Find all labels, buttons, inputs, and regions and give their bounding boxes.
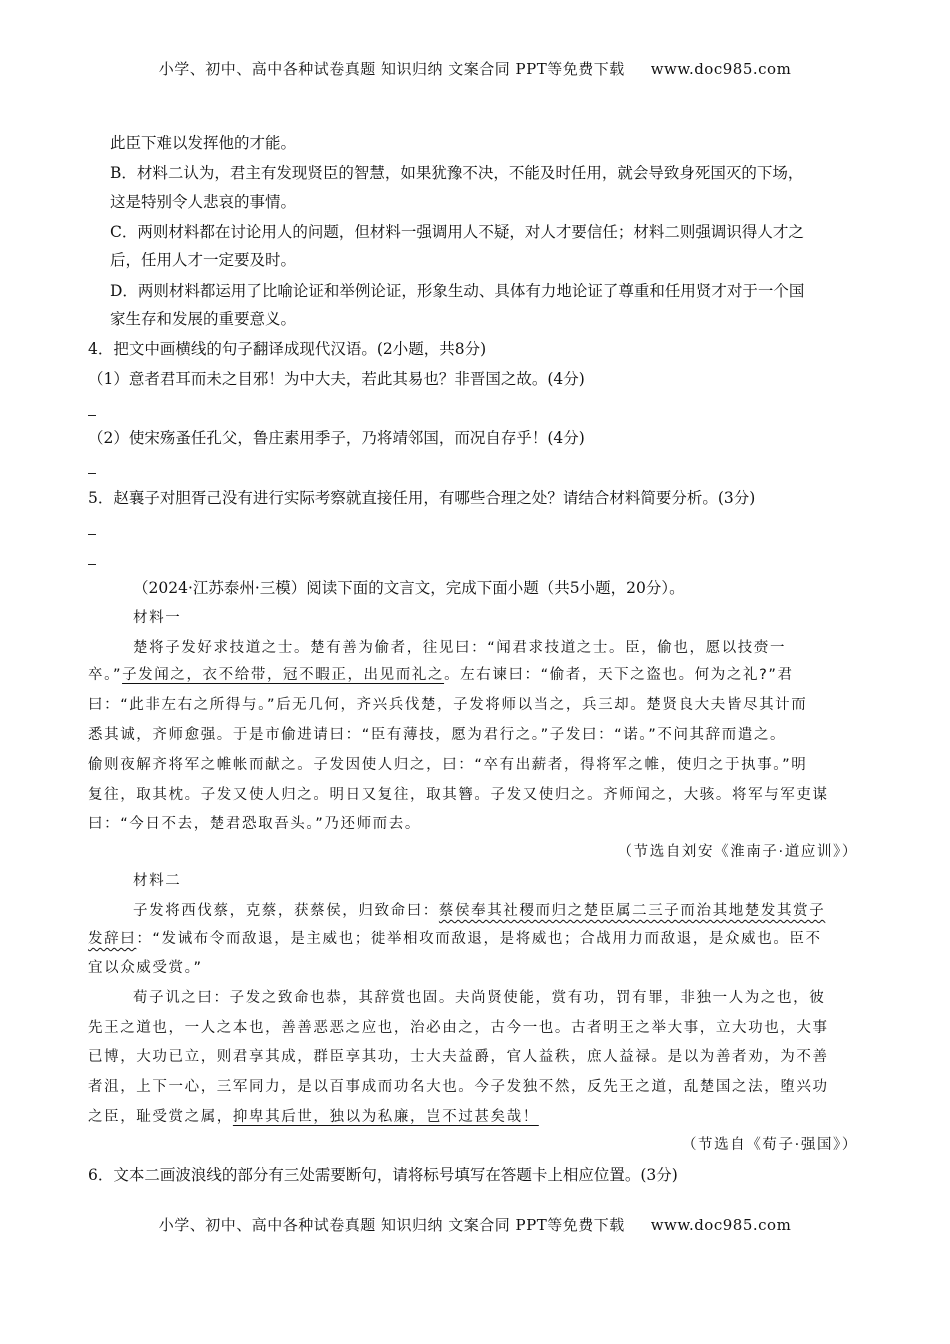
q4-sub2: （2）使宋殇蚤任孔父，鲁庄素用季子，乃将靖邻国，而况自存乎！(4分) <box>88 429 585 447</box>
option-a-continued: 此臣下难以发挥他的才能。 <box>110 134 297 152</box>
footer-site: www.doc985.com <box>650 1216 792 1234</box>
material2-line: 发辞曰：“发诫布令而敌退，是主威也；徙举相攻而敌退，是将威也；合战用力而敌退，是众威也。臣不 <box>88 931 822 947</box>
passage-intro: （2024·江苏泰州·三模）阅读下面的文言文，完成下面小题（共5小题，20分）。 <box>133 579 685 597</box>
answer-blank <box>88 414 96 416</box>
page-footer <box>0 1214 950 1235</box>
page-header <box>0 58 950 79</box>
answer-blank <box>88 533 96 535</box>
option-c-line2: 后，任用人才一定要及时。 <box>110 251 297 269</box>
answer-blank <box>88 472 96 474</box>
wavy-underlined-text: 蔡侯奉其社稷而归之楚臣属二三子而治其地楚发其赏子 <box>438 903 826 919</box>
header-site: www.doc985.com <box>650 60 792 78</box>
wavy-underlined-text: 发辞曰 <box>88 931 137 947</box>
material2-label: 材料二 <box>133 873 182 889</box>
header-text: 小学、初中、高中各种试卷真题 知识归纳 文案合同 PPT等免费下载 <box>158 60 625 78</box>
q4-sub1: （1）意者君耳而未之目邪！为中大夫，若此其易也？非晋国之故。(4分) <box>88 370 585 388</box>
material1-line: 复往，取其枕。子发又使人归之。明日又复往，取其簪。子发又使归之。齐师闻之，大骇。将军与军吏谋 <box>88 787 829 803</box>
material1-line: 曰：“此非左右之所得与。”后无几何，齐兴兵伐楚，子发将师以当之，兵三却。楚贤良大夫皆尽其计而 <box>88 697 808 713</box>
q6-stem: 6．文本二画波浪线的部分有三处需要断句，请将标号填写在答题卡上相应位置。(3分) <box>88 1166 678 1184</box>
material2-source: （节选自《荀子·强国》） <box>681 1137 858 1153</box>
answer-blank <box>88 563 96 565</box>
material1-label: 材料一 <box>133 610 182 626</box>
option-b-line1: B．材料二认为，君主有发现贤臣的智慧，如果犹豫不决，不能及时任用，就会导致身死国灭的下场， <box>110 164 804 182</box>
material1-line: 悉其诚，齐师愈强。于是市偷进请曰：“臣有薄技，愿为君行之。”子发曰：“诺。”不问其辞而遣之。 <box>88 727 787 743</box>
material1-line: 曰：“今日不去，楚君恐取吾头。”乃还师而去。 <box>88 816 421 832</box>
material2-line: 之臣，耻受赏之属，抑卑其后世，独以为私廉，岂不过甚矣哉！ <box>88 1109 539 1125</box>
q4-stem: 4．把文中画横线的句子翻译成现代汉语。(2小题，共8分) <box>88 340 487 358</box>
material1-line: 卒。”子发闻之，衣不给带，冠不暇正，出见而礼之。左右谏曰：“偷者，天下之盗也。何为之礼?”君 <box>88 667 794 683</box>
material2-line: 荀子讥之曰：子发之致命也恭，其辞赏也固。夫尚贤使能，赏有功，罚有罪，非独一人为之也，彼 <box>133 990 826 1006</box>
option-d-line2: 家生存和发展的重要意义。 <box>110 310 297 328</box>
underlined-sentence: 子发闻之，衣不给带，冠不暇正，出见而礼之 <box>122 667 445 683</box>
option-b-line2: 这是特别令人悲哀的事情。 <box>110 193 297 211</box>
option-c-line1: C．两则材料都在讨论用人的问题，但材料一强调用人不疑，对人才要信任；材料二则强调识得人才之 <box>110 223 804 241</box>
material1-line: 偷则夜解齐将军之帷帐而献之。子发因使人归之，曰：“卒有出薪者，得将军之帷，使归之于执事。”明 <box>88 757 808 773</box>
material2-line: 子发将西伐蔡，克蔡，获蔡侯，归致命曰：蔡侯奉其社稷而归之楚臣属二三子而治其地楚发其赏子 <box>133 903 826 919</box>
q5-stem: 5．赵襄子对胆胥己没有进行实际考察就直接任用，有哪些合理之处？请结合材料简要分析。(3分) <box>88 489 756 507</box>
material2-line: 者沮，上下一心，三军同力，是以百事成而功名大也。今子发独不然，反先王之道，乱楚国之法，堕兴功 <box>88 1079 829 1095</box>
material2-line: 宜以众威受赏。” <box>88 960 203 976</box>
material1-source: （节选自刘安《淮南子·道应训》） <box>617 844 858 860</box>
option-d-line1: D．两则材料都运用了比喻论证和举例论证，形象生动、具体有力地论证了尊重和任用贤才对于一个国 <box>110 282 805 300</box>
material1-line: 楚将子发好求技道之士。楚有善为偷者，往见曰：“闻君求技道之士。臣，偷也，愿以技赍一 <box>133 640 787 656</box>
underlined-sentence: 抑卑其后世，独以为私廉，岂不过甚矣哉！ <box>232 1109 539 1125</box>
material2-line: 已博，大功已立，则君享其成，群臣享其功，士大夫益爵，官人益秩，庶人益禄。是以为善者劝，为不善 <box>88 1049 829 1065</box>
material2-line: 先王之道也，一人之本也，善善恶恶之应也，治必由之，古今一也。古者明王之举大事，立大功也，大事 <box>88 1020 829 1036</box>
footer-text: 小学、初中、高中各种试卷真题 知识归纳 文案合同 PPT等免费下载 <box>158 1216 625 1234</box>
